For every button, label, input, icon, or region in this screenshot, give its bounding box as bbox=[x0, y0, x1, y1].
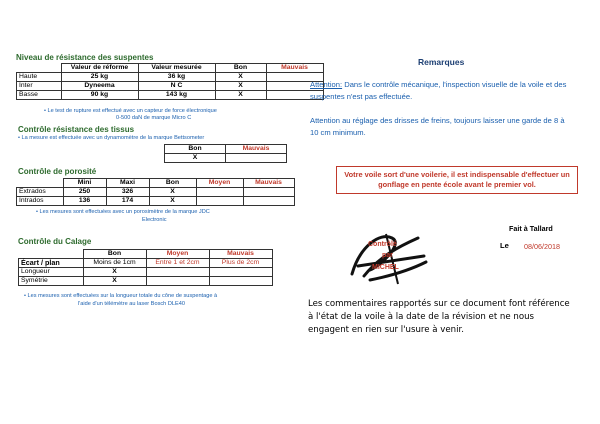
fait-a: Fait à Tallard bbox=[509, 224, 553, 233]
calage-table: Bon Moyen Mauvais Écart / plan Moins de 1cm Entre 1 et 2cm Plus de 2cm Longueur X Symétrie X bbox=[18, 249, 273, 286]
date-label: Le bbox=[500, 241, 509, 250]
table-row: Symétrie X bbox=[19, 277, 273, 286]
table-row: Longueur X bbox=[19, 268, 273, 277]
disclaimer-comment: Les commentaires rapportés sur ce document font référence à l'état de la voile à la date de la révision et ne nous engagent en rien sur l'usure à venir. bbox=[308, 299, 570, 335]
suspentes-title: Niveau de résistance des suspentes bbox=[16, 53, 154, 62]
table-row: Extrados 250 326 X bbox=[17, 188, 295, 197]
attention-paragraph bbox=[310, 79, 572, 103]
suspentes-note-2: 0-500 daN de marque Micro C bbox=[116, 115, 192, 121]
porosite-table: Mini Maxi Bon Moyen Mauvais Extrados 250 326 X Intrados 136 174 X bbox=[16, 178, 295, 206]
tissus-table: Bon Mauvais X bbox=[164, 144, 287, 163]
tissus-title: Contrôle résistance des tissus bbox=[18, 125, 135, 134]
table-row: X bbox=[165, 154, 287, 163]
table-row: Intrados 136 174 X bbox=[17, 197, 295, 206]
warning-box: Votre voile sort d'une voilerie, il est indispensable d'effectuer un gonflage en pente école avant le premier vol. bbox=[336, 166, 578, 194]
tissus-note: • La mesure est effectuée avec un dynamomètre de la marque Bettsometer bbox=[18, 135, 205, 141]
attention-label: Attention: bbox=[310, 80, 343, 89]
date-value: 08/06/2018 bbox=[524, 242, 560, 251]
calage-note-2: l'aide d'un télémètre au laser Bosch DLE40 bbox=[78, 301, 185, 307]
porosite-note-2: Electronic bbox=[142, 217, 167, 223]
table-row: Inter Dyneema N C X bbox=[17, 82, 324, 91]
table-row: Basse 90 kg 143 kg X bbox=[17, 91, 324, 100]
attention-text: Dans le contrôle mécanique, l'inspection visuelle de la voile et des suspentes n'est pas effectuée. bbox=[310, 80, 567, 101]
calage-note: • Les mesures sont effectuées sur la longueur totale du cône de suspentage à bbox=[24, 293, 218, 299]
remarques-title: Remarques bbox=[418, 57, 465, 67]
calage-title: Contrôle du Calage bbox=[18, 237, 92, 246]
porosite-note: • Les mesures sont effectuées avec un porosimètre de la marque JDC bbox=[36, 209, 210, 215]
freins-paragraph: Attention au réglage des drisses de freins, toujours laisser une garde de 8 à 10 cm minimum. bbox=[310, 116, 565, 137]
suspentes-table: Valeur de réforme Valeur mesurée Bon Mauvais Haute 25 kg 36 kg X Inter Dyneema N C X Basse 90 kg 143 kg X bbox=[16, 63, 324, 100]
table-row: Haute 25 kg 36 kg X bbox=[17, 73, 324, 82]
porosite-title: Contrôle de porosité bbox=[18, 167, 97, 176]
suspentes-note: • Le test de rupture est effectué avec un capteur de force électronique bbox=[44, 108, 217, 114]
signature-stamp: Contrôlé par MICHEL bbox=[340, 226, 436, 288]
